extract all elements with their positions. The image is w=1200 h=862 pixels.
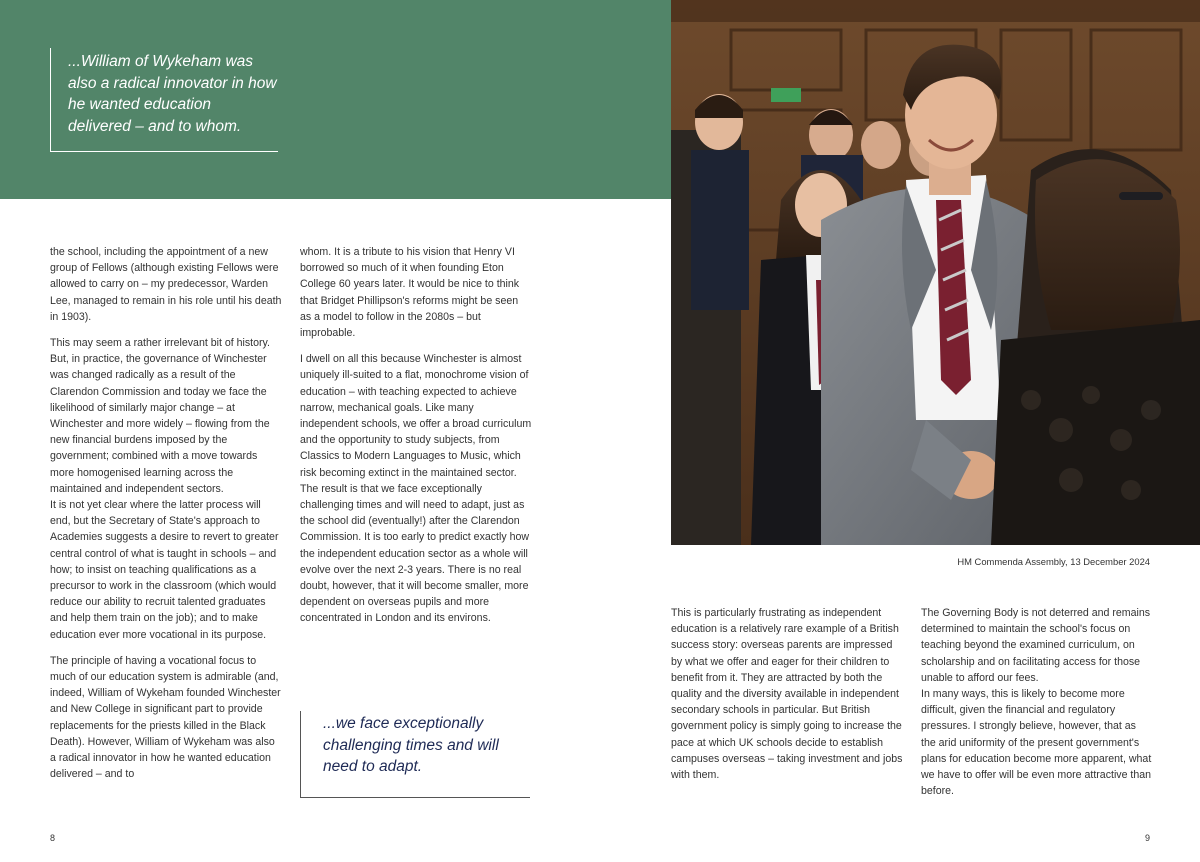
column-4-paragraph-2: In many ways, this is likely to become more difficult, given the financial and regulatory pressures. I strongly believe, however, that as the arid uniformity of the present government's plans for education become more apparent, what we have to offer will be even more attractive than before. <box>921 688 1152 798</box>
green-quote-banner <box>0 0 671 199</box>
column-1-paragraph-2: This may seem a rather irrelevant bit of history. But, in practice, the governance of Winchester was changed radically as a result of the Clarendon Commission and today we face the likelihood of similarly major change – at Winchester and more widely – flowing from the new financial burdens imposed by the government; combined with a move towards more homogenised learning across the maintained and independent sectors. <box>50 337 270 495</box>
text-column-4 <box>921 605 1153 799</box>
page-number-right: 9 <box>1144 833 1150 843</box>
column-1-paragraph-4: The principle of having a vocational focus to much of our education system is admirable (and, indeed, William of Wykeham founded Winchester and New College in significant part to provide replacements for the priests killed in the Black Death). However, William of Wykeham was also a radical innovator in how he wanted education delivered – and to <box>50 654 281 781</box>
text-column-3 <box>671 605 905 783</box>
column-3-paragraph-1: This is particularly frustrating as independent education is a relatively rare example of a British success story: overseas parents are impressed by what we offer and eager for their children to benefit from it. They are attracted by both the quality and the diversity available in independent secondary schools in particular. But British government policy is simply going to increase the pace at which UK schools decide to establish campuses overseas – taking investment and jobs with them. <box>671 607 903 782</box>
page-number-left: 8 <box>50 833 56 843</box>
photo-caption: HM Commenda Assembly, 13 December 2024 <box>957 556 1150 567</box>
assembly-photo <box>671 0 1200 545</box>
column-4-paragraph-1: The Governing Body is not deterred and remains determined to maintain the school's focus on teaching beyond the examined curriculum, on scholarship and on facilitating access for those unable to afford our fees. <box>921 607 1151 684</box>
banner-quote-box <box>50 48 278 152</box>
column-2-paragraph-2: I dwell on all this because Winchester is almost uniquely ill-suited to a flat, monochrome vision of education – with teaching expected to achieve narrow, mechanical goals. Like many independent schools, we offer a broad curriculum and the opportunity to study subjects, from Classics to Modern Languages to Music, which risk becoming extinct in the maintained sector. <box>300 353 532 479</box>
pull-quote-box <box>300 711 530 798</box>
pull-quote-text: ...we face exceptionally challenging times and will need to adapt. <box>323 715 499 775</box>
column-2-paragraph-1: whom. It is a tribute to his vision that Henry VI borrowed so much of it when founding Eton College 60 years later. It would be nice to think that Bridget Phillipson's reforms might be seen as a model to follow in the 2080s – but improbable. <box>300 246 520 340</box>
column-1-paragraph-1: the school, including the appointment of a new group of Fellows (although existing Fellows were allowed to carry on – my predecessor, Warden Lee, managed to remain in his role until his death in 1903). <box>50 246 282 323</box>
column-1-paragraph-3: It is not yet clear where the latter process will end, but the Secretary of State's approach to Academies suggests a desire to revert to greater central control of what is taught in schools – and how; to insist on teaching qualifications as a precursor to work in the classroom (which would reduce our ability to recruit talented graduates and help them train on the job); and to make education ever more vocational in its purpose. <box>50 499 279 641</box>
text-column-2 <box>300 244 532 627</box>
assembly-photo-illustration <box>671 0 1200 545</box>
text-column-1 <box>50 244 282 783</box>
banner-quote-text: ...William of Wykeham was also a radical innovator in how he wanted education delivered – and to whom. <box>68 53 277 135</box>
column-2-paragraph-3: The result is that we face exceptionally challenging times and will need to adapt, just as the school did (eventually!) after the Clarendon Commission. It is too early to predict exactly how the independent education sector as a whole will evolve over the next 2-3 years. There is no real doubt, however, that it will become smaller, more dependent on overseas pupils and more concentrated in London and its environs. <box>300 482 530 625</box>
